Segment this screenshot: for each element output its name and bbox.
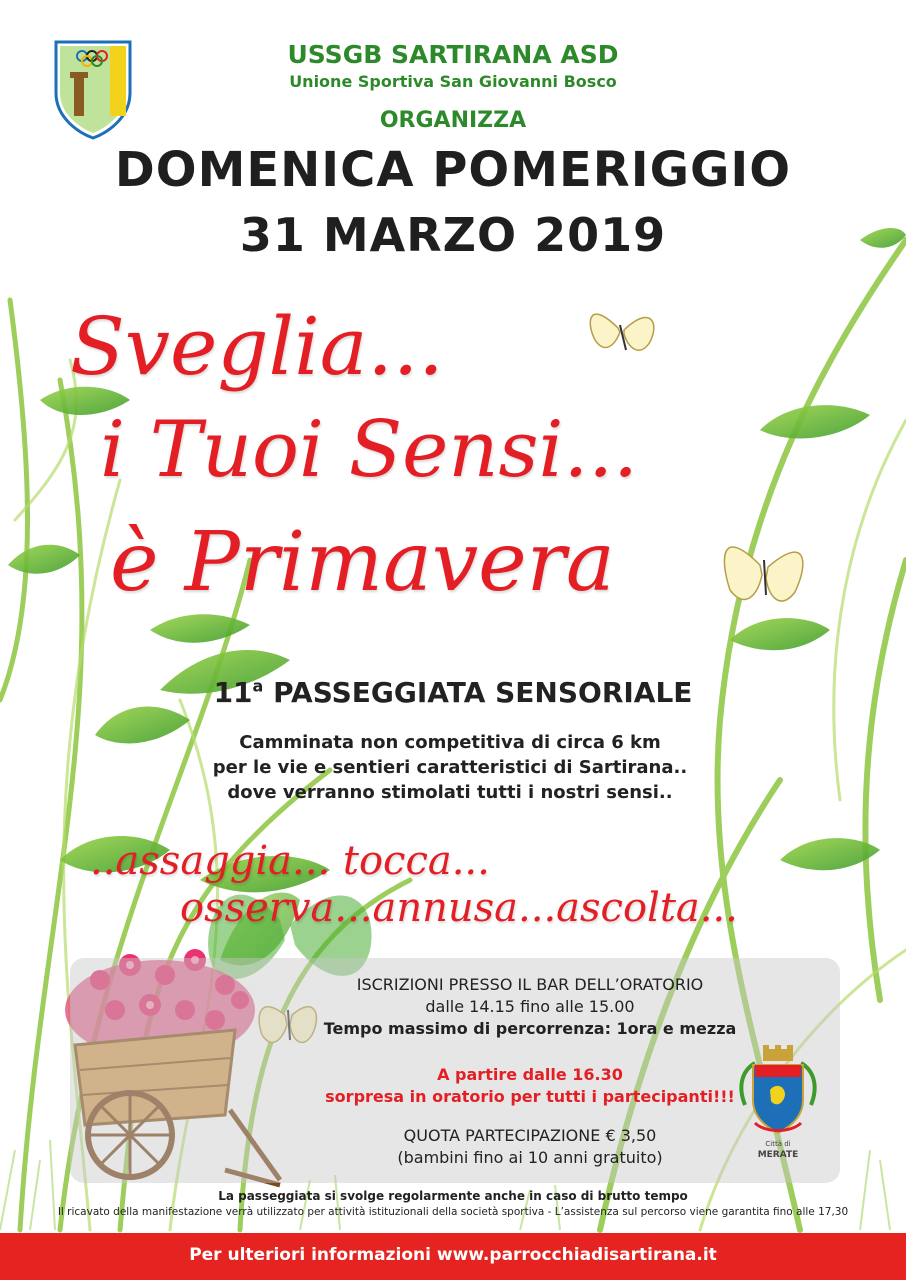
senses-line-2: osserva...annusa...ascolta... bbox=[180, 885, 738, 931]
surprise-text: sorpresa in oratorio per tutti i partecipanti!!! bbox=[325, 1087, 735, 1106]
weather-note: La passeggiata si svolge regolarmente anche in caso di brutto tempo bbox=[218, 1189, 688, 1203]
slogan-line-3: è Primavera bbox=[110, 515, 615, 610]
slogan-line-2: i Tuoi Sensi... bbox=[100, 405, 638, 495]
organizer-full-name: Unione Sportiva San Giovanni Bosco bbox=[289, 72, 617, 91]
butterfly-top bbox=[590, 314, 654, 350]
organizer-verb: ORGANIZZA bbox=[379, 108, 527, 133]
registration-title: ISCRIZIONI PRESSO IL BAR DELL’ORATORIO bbox=[356, 975, 704, 994]
registration-time: dalle 14.15 fino alle 15.00 bbox=[425, 997, 635, 1016]
slogan-line-1: Sveglia... bbox=[70, 300, 444, 393]
walk-desc-line-2: per le vie e sentieri caratteristici di Sartirana.. bbox=[212, 757, 688, 778]
more-info-link[interactable]: Per ulteriori informazioni www.parrocchiadisartirana.it bbox=[189, 1245, 717, 1265]
walk-desc-line-1: Camminata non competitiva di circa 6 km bbox=[239, 732, 661, 753]
merate-city-crest-logo bbox=[735, 1045, 821, 1140]
walk-title bbox=[0, 676, 906, 709]
organizer-name: USSGB SARTIRANA ASD bbox=[287, 40, 619, 69]
butterfly-right bbox=[724, 547, 802, 601]
walk-ordinal: a bbox=[252, 676, 264, 696]
walk-title-text: PASSEGGIATA SENSORIALE bbox=[273, 676, 693, 709]
max-time: Tempo massimo di percorrenza: 1ora e mezza bbox=[323, 1019, 737, 1038]
surprise-time: A partire dalle 16.30 bbox=[437, 1065, 623, 1084]
proceeds-note: Il ricavato della manifestazione verrà utilizzato per attività istituzionali della società sportiva - L’assistenza sul percorso viene garantita fino alle 17,30 bbox=[57, 1206, 849, 1218]
walk-description bbox=[150, 730, 750, 805]
participation-fee-note: (bambini fino ai 10 anni gratuito) bbox=[397, 1148, 663, 1167]
senses-line-1: ..assaggia... tocca... bbox=[90, 838, 490, 884]
participation-fee: QUOTA PARTECIPAZIONE € 3,50 bbox=[403, 1126, 657, 1145]
club-crest-logo bbox=[52, 38, 134, 140]
city-name: MERATE bbox=[757, 1150, 799, 1160]
walk-desc-line-3: dove verranno stimolati tutti i nostri sensi.. bbox=[227, 782, 673, 803]
event-day: DOMENICA POMERIGGIO bbox=[114, 142, 792, 198]
walk-number: 11 bbox=[213, 676, 253, 709]
event-date: 31 MARZO 2019 bbox=[239, 208, 667, 262]
city-label: Città di bbox=[765, 1140, 791, 1148]
